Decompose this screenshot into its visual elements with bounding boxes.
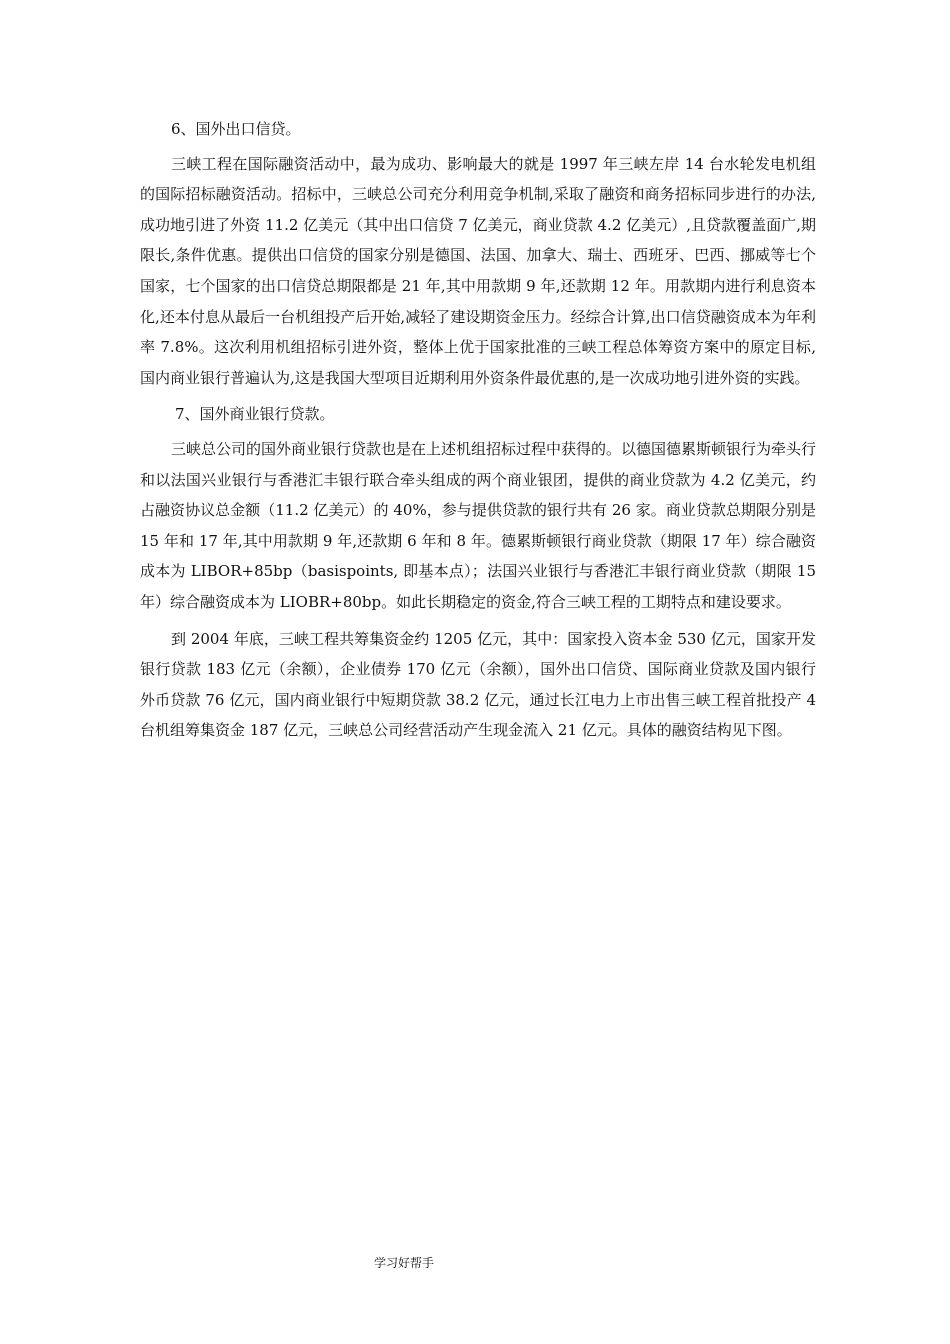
- paragraph-export-credit: 三峡工程在国际融资活动中，最为成功、影响最大的就是 1997 年三峡左岸 14 台水轮发电机组的国际招标融资活动。招标中，三峡总公司充分利用竞争机制,采取了融资和商务招标同步进行的办法,成功地引进了外资 11.2 亿美元（其中出口信贷 7 亿美元，商业贷款 4.2 亿美元）,且贷款覆盖面广,期限长,条件优惠。提供出口信贷的国家分别是德国、法国、加拿大、瑞士、西班牙、巴西、挪威等七个国家，七个国家的出口信贷总期限都是 21 年,其中用款期 9 年,还款期 12 年。用款期内进行利息资本化,还本付息从最后一台机组投产后开始,减轻了建设期资金压力。经综合计算,出口信贷融资成本为年利率 7.8%。这次利用机组招标引进外资，整体上优于国家批准的三峡工程总体筹资方案中的原定目标,国内商业银行普遍认为,这是我国大型项目近期利用外资条件最优惠的,是一次成功地引进外资的实践。: [140, 154, 816, 387]
- page-footer: 学习好帮手: [374, 1256, 435, 1270]
- section-heading-commercial-loans: 7、国外商业银行贷款。: [175, 405, 335, 424]
- section-heading-export-credit: 6、国外出口信贷。: [171, 120, 301, 138]
- paragraph-commercial-loans: 三峡总公司的国外商业银行贷款也是在上述机组招标过程中获得的。以德国德累斯顿银行为牵头行和以法国兴业银行与香港汇丰银行联合牵头组成的两个商业银团，提供的商业贷款为 4.2 亿美元，约占融资协议总金额（11.2 亿美元）的 40%，参与提供贷款的银行共有 26 家。商业贷款总期限分别是 15 年和 17 年,其中用款期 9 年,还款期 6 年和 8 年。德累斯顿银行商业贷款（期限 17 年）综合融资成本为 LIBOR+85bp（basispoints, 即基本点）；法国兴业银行与香港汇丰银行商业贷款（期限 15 年）综合融资成本为 LIOBR+80bp。如此长期稳定的资金,符合三峡工程的工期特点和建设要求。: [140, 439, 817, 611]
- paragraph-funding-summary: 到 2004 年底，三峡工程共筹集资金约 1205 亿元，其中：国家投入资本金 530 亿元，国家开发银行贷款 183 亿元（余额），企业债券 170 亿元（余额），国外出口信贷、国际商业贷款及国内银行外币贷款 76 亿元，国内商业银行中短期贷款 38.2 亿元，通过长江电力上市出售三峡工程首批投产 4 台机组筹集资金 187 亿元，三峡总公司经营活动产生现金流入 21 亿元。具体的融资结构见下图。: [140, 629, 816, 740]
- document-body: [140, 114, 816, 752]
